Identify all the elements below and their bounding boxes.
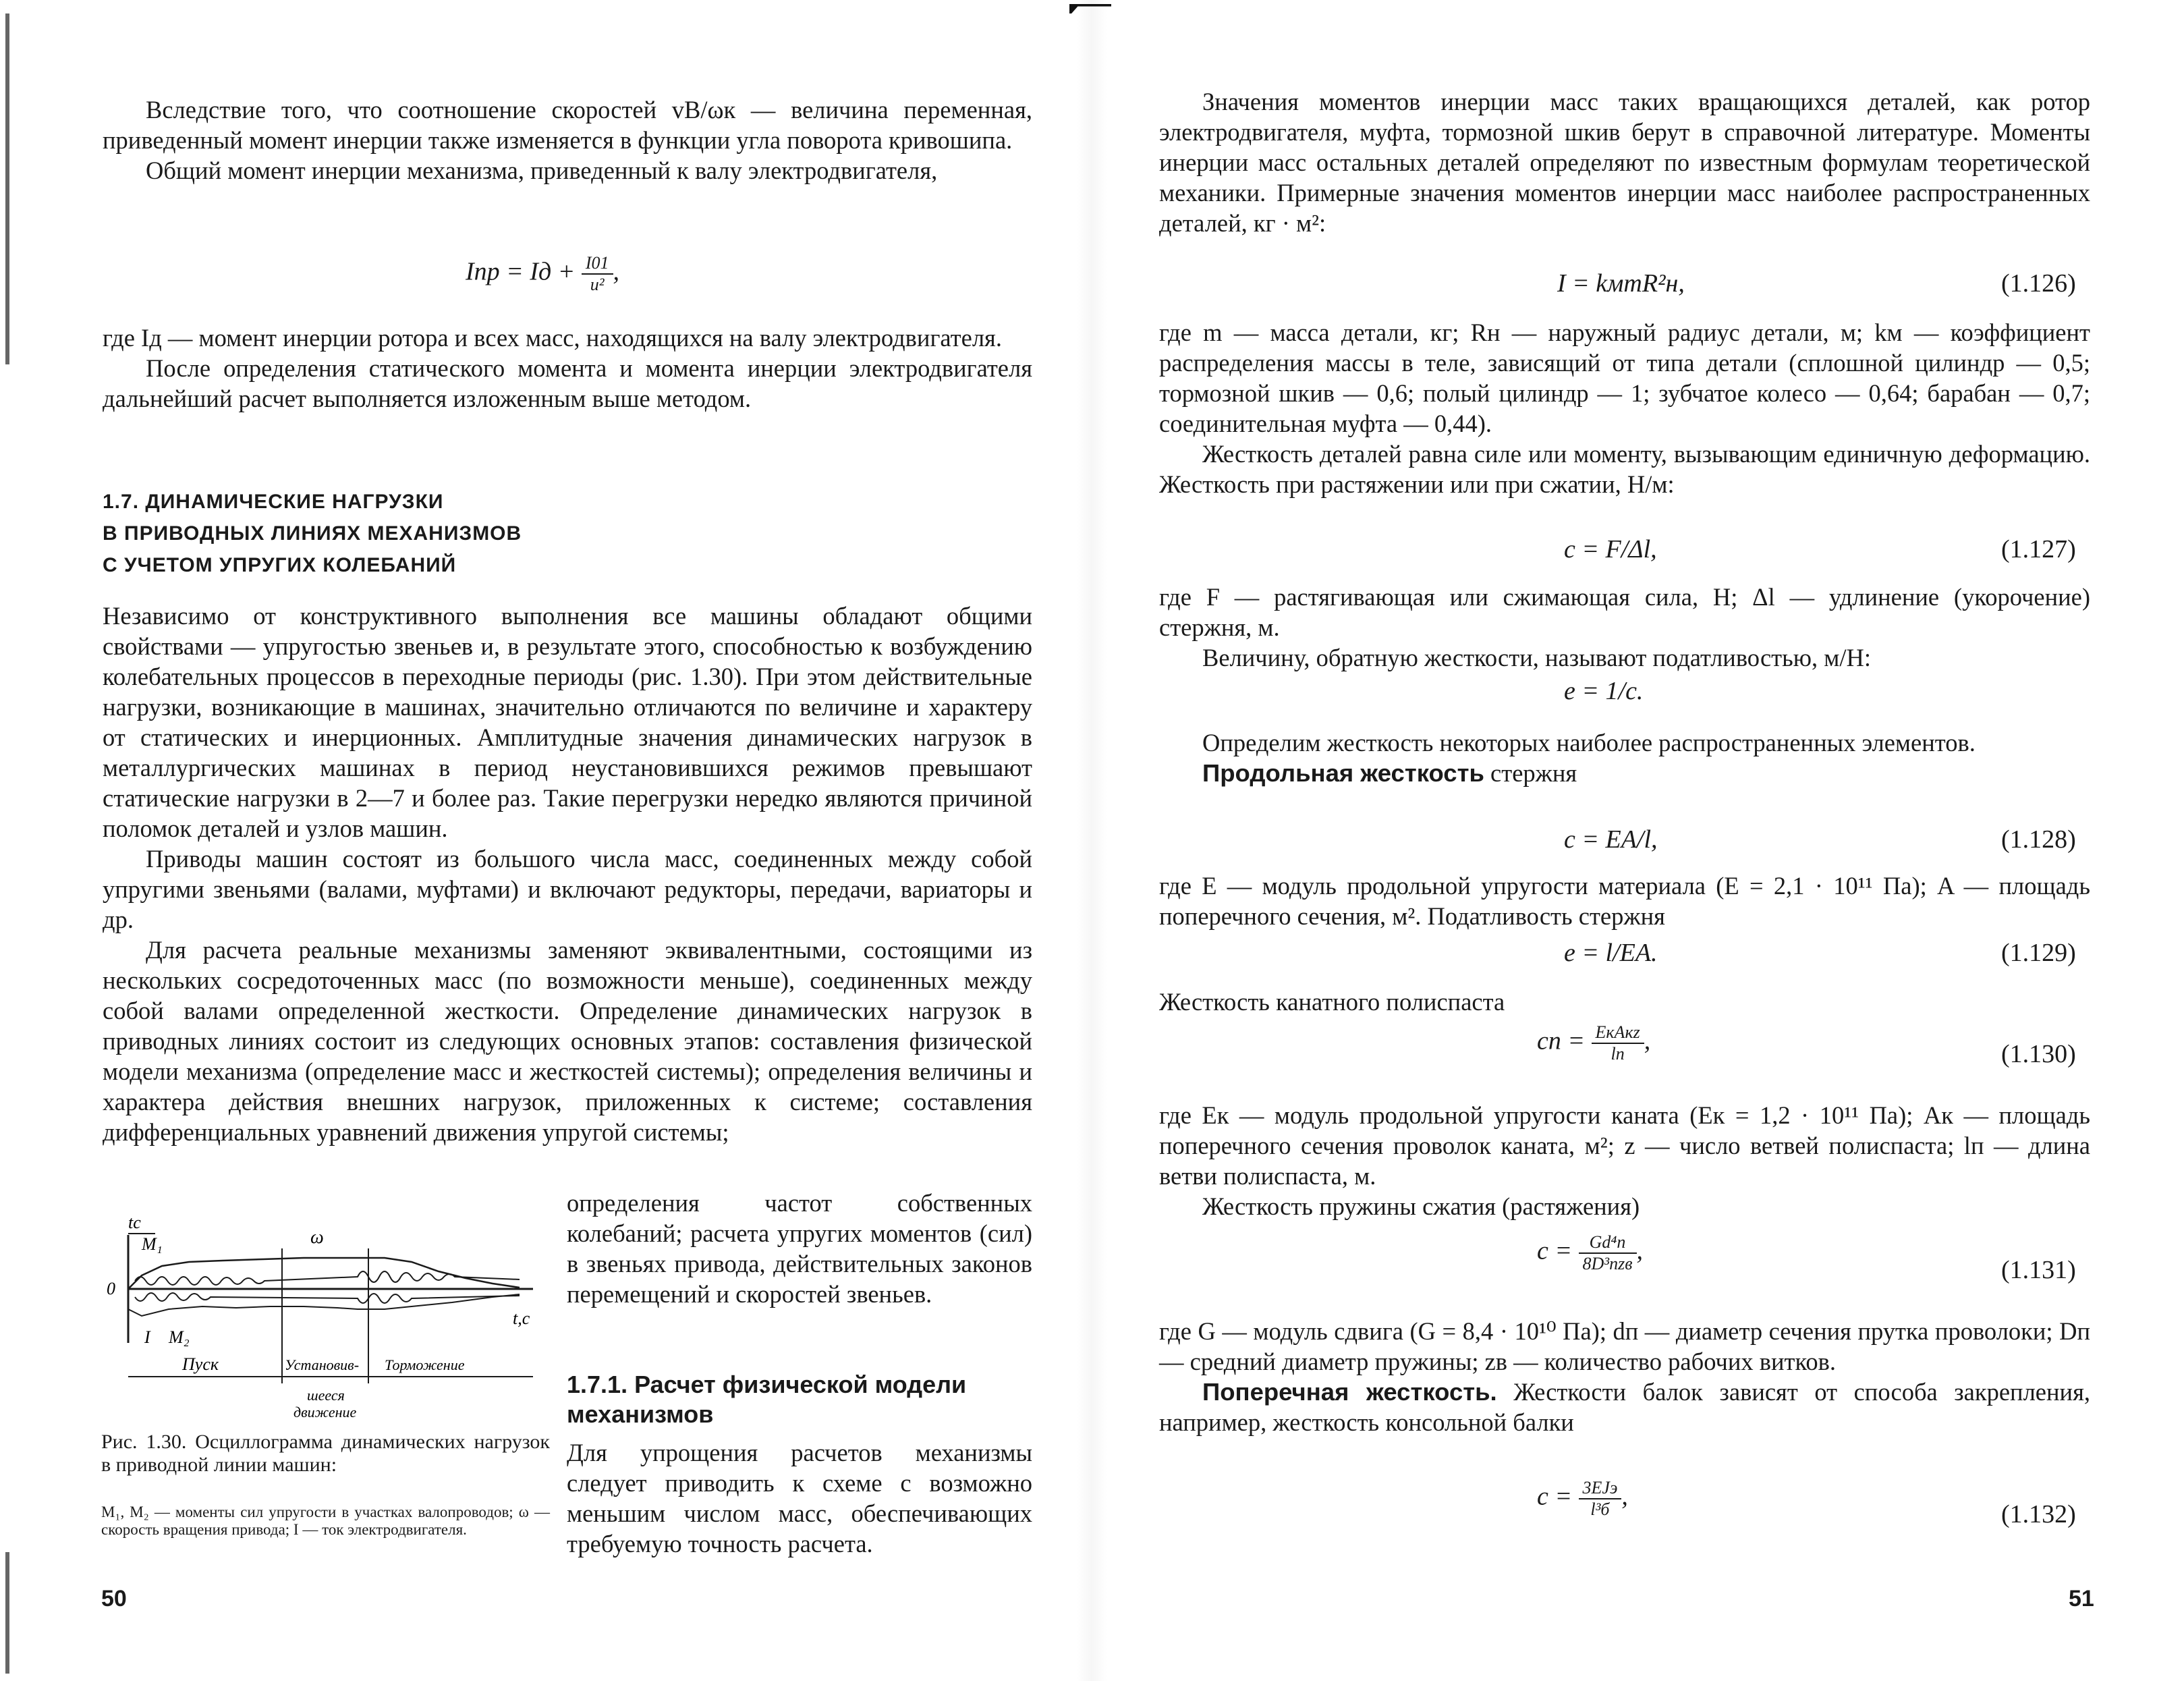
- right-block-4: [1159, 727, 2090, 788]
- paragraph: Жесткость деталей равна силе или моменту, вызывающим единичную деформацию. Жесткость при растяжении или при сжатии, Н/м:: [1159, 440, 2090, 498]
- heading-line: 1.7. ДИНАМИЧЕСКИЕ НАГРУЗКИ: [103, 491, 444, 513]
- figure-caption: Рис. 1.30. Осциллограмма динамических нагрузок в приводной линии машин:: [101, 1431, 550, 1476]
- equation-number: (1.131): [2001, 1256, 2076, 1284]
- paragraph: где m — масса детали, кг; Rн — наружный радиус детали, м; kм — коэффициент распределения массы в теле, зависящий от типа детали (сплошной цилиндр — 0,5; тормозной шкив — 0,6; полый цилиндр — 1; зубчатое колесо — 0,64; барабан — 0,7; соединительная муфта — 0,44).: [1159, 319, 2090, 437]
- intro-block-2: [103, 323, 1032, 414]
- formula-moment-of-inertia: [466, 253, 619, 295]
- paragraph: где Iд — момент инерции ротора и всех масс, находящихся на валу электродвигателя.: [103, 324, 1002, 352]
- fraction-numerator: 3EJэ: [1579, 1478, 1622, 1499]
- paragraph: Вследствие того, что соотношение скоростей vB/ωк — величина переменная, приведенный момент инерции также изменяется в функции угла поворота кривошипа.: [103, 96, 1032, 154]
- fraction: [1579, 1478, 1622, 1520]
- paragraph-text: Жесткости балок зависят от способа закрепления, например, жесткость консольной балки: [1159, 1378, 2090, 1436]
- right-block-6: [1159, 987, 2090, 1017]
- right-block-5: [1159, 871, 2090, 931]
- section-heading: [103, 486, 710, 581]
- fraction-numerator: I01: [582, 253, 613, 275]
- paragraph-text: стержня: [1484, 759, 1577, 787]
- paragraph: Жесткость пружины сжатия (растяжения): [1202, 1192, 1640, 1220]
- figure-label-omega: ω: [310, 1227, 324, 1248]
- equation-number: (1.129): [2001, 939, 2076, 967]
- figure-label-m1: M₁: [142, 1234, 163, 1254]
- equation-number: (1.132): [2001, 1500, 2076, 1528]
- bold-term: Продольная жесткость: [1202, 759, 1484, 787]
- figure-legend: M₁, M₂ — моменты сил упругости в участках валопроводов; ω — скорость вращения привода; I — ток электродвигателя.: [101, 1504, 550, 1538]
- body-block-narrow: [567, 1188, 1032, 1309]
- intro-block: [103, 94, 1032, 186]
- fraction-denominator: l³б: [1590, 1499, 1610, 1519]
- oscillogram-svg: [101, 1208, 560, 1431]
- formula-compliance: e = 1/c.: [1564, 677, 1644, 705]
- figure-label-i: I: [144, 1327, 150, 1347]
- paragraph: После определения статического момента и момента инерции электродвигателя дальнейший расчет выполняется изложенным выше методом.: [103, 354, 1032, 412]
- m1-oscillation: [135, 1271, 520, 1285]
- fraction: [582, 253, 613, 295]
- right-block-7: [1159, 1100, 2090, 1221]
- equation-number: (1.126): [2001, 269, 2076, 298]
- figure-label-steady: движение: [293, 1404, 357, 1421]
- paragraph: Для упрощения расчетов механизмы следует приводить к схеме с возможно меньшим числом масс, обеспечивающих требуемую точность расчета.: [567, 1439, 1032, 1558]
- figure-label-steady: Установив-: [285, 1356, 360, 1373]
- figure-oscillogram: [101, 1208, 560, 1431]
- page-number: 51: [2069, 1586, 2094, 1611]
- formula-lhs: c =: [1537, 1482, 1579, 1511]
- bold-term: Поперечная жесткость.: [1202, 1378, 1497, 1406]
- formula-tail: ,: [1621, 1482, 1628, 1511]
- paragraph: Жесткость канатного полиспаста: [1159, 988, 1505, 1016]
- heading-line: С УЧЕТОМ УПРУГИХ КОЛЕБАНИЙ: [103, 554, 457, 576]
- paragraph: Общий момент инерции механизма, приведенный к валу электродвигателя,: [146, 157, 938, 184]
- paragraph: где E — модуль продольной упругости материала (E = 2,1 · 10¹¹ Па); A — площадь поперечного сечения, м². Податливость стержня: [1159, 872, 2090, 930]
- paragraph: Значения моментов инерции масс таких вращающихся деталей, как ротор электродвигателя, муфта, тормозной шкив берут в справочной литературе. Моменты инерции масс остальных деталей определяют по известным формулам теоретической механики. Примерные значения моментов инерции масс наиболее распространенных деталей, кг · м²:: [1159, 88, 2090, 237]
- equation-number: (1.127): [2001, 535, 2076, 563]
- right-block-1: [1159, 86, 2090, 238]
- figure-label-steady: шееся: [307, 1387, 345, 1404]
- paragraph: Определим жесткость некоторых наиболее распространенных элементов.: [1202, 729, 1976, 756]
- right-page: [1092, 0, 2184, 1681]
- fraction: [1592, 1022, 1644, 1064]
- fraction-denominator: 8D³пzв: [1582, 1254, 1633, 1273]
- subsection-heading: 1.7.1. Расчет физической модели механизмов: [567, 1371, 967, 1428]
- paragraph: [1159, 758, 2090, 788]
- paragraph: Независимо от конструктивного выполнения все машины обладают общими свойствами — упругостью звеньев и, в результате этого, способностью к возбуждению колебательных процессов в переходные периоды (рис. 1.30). При этом действительные нагрузки, возникающие в машинах, значительно отличаются по величине и характеру от статических и инерционных. Амплитудные значения динамических нагрузок в металлургических машинах в период неустановившихся режимов превышают статические нагрузки в 2—7 и более раз. Такие перегрузки нередко являются причиной поломок деталей и узлов машин.: [103, 602, 1032, 842]
- formula-tail: ,: [1636, 1236, 1643, 1265]
- formula-1-128: c = EA/l,: [1564, 825, 1658, 854]
- formula-tail: ,: [613, 257, 619, 286]
- equation-number: (1.128): [2001, 825, 2076, 854]
- body-block-narrow-2: [567, 1437, 1032, 1559]
- right-block-3: [1159, 582, 2090, 673]
- formula-1-129: e = l/EA.: [1564, 939, 1658, 967]
- fraction-numerator: EкAкz: [1592, 1022, 1644, 1044]
- paragraph: Для расчета реальные механизмы заменяют эквивалентными, состоящими из нескольких сосредоточенных масс (по возможности меньше), соединенных между собой валами определенной жесткости. Определение динамических нагрузок в приводных линиях состоит из следующих основных этапов: составления физической модели механизма (определение масс и жесткостей системы); определения величины и характера действия внешних нагрузок, приложенных к системе; составления дифференциальных уравнений движения упругой системы;: [103, 936, 1032, 1146]
- formula-1-131: [1537, 1232, 1643, 1274]
- fraction-denominator: lп: [1611, 1044, 1625, 1064]
- figure-label-m2: M₂: [169, 1327, 190, 1347]
- figure-label-start: Пуск: [182, 1354, 219, 1374]
- fraction: [1579, 1232, 1637, 1274]
- omega-curve: [128, 1258, 520, 1289]
- heading-line: В ПРИВОДНЫХ ЛИНИЯХ МЕХАНИЗМОВ: [103, 522, 522, 545]
- paragraph: [1159, 1377, 2090, 1437]
- paragraph: где G — модуль сдвига (G = 8,4 · 10¹⁰ Па); dп — диаметр сечения прутка проволоки; Dп — средний диаметр пружины; zв — количество рабочих витков.: [1159, 1317, 2090, 1375]
- formula-1-127: c = F/Δl,: [1564, 535, 1657, 563]
- figure-label-braking: Торможение: [385, 1356, 465, 1373]
- right-block-8: [1159, 1316, 2090, 1437]
- fraction-denominator: u²: [590, 275, 605, 294]
- paragraph: Приводы машин состоят из большого числа масс, соединенных между собой упругими звеньями (валами, муфтами) и включают редукторы, передачи, вариаторы и др.: [103, 845, 1032, 933]
- figure-label-zero: 0: [107, 1279, 115, 1298]
- paragraph: Величину, обратную жесткости, называют податливостью, м/Н:: [1202, 644, 1872, 671]
- figure-label-time: t,c: [513, 1308, 530, 1328]
- formula-1-130: [1537, 1022, 1650, 1064]
- right-block-2: [1159, 317, 2090, 499]
- page-number: 50: [101, 1586, 127, 1611]
- formula-tail: ,: [1644, 1026, 1651, 1055]
- figure-label-tc: tc: [128, 1213, 141, 1232]
- fraction-numerator: Gd⁴п: [1579, 1232, 1637, 1254]
- formula-1-132: [1537, 1478, 1628, 1520]
- formula-lhs: Iпр = Iд +: [466, 257, 582, 286]
- paragraph: определения частот собственных колебаний; расчета упругих моментов (сил) в звеньях привода, действительных законов перемещений и скоростей звеньев.: [567, 1189, 1032, 1308]
- formula-lhs: cп =: [1537, 1026, 1592, 1055]
- formula-1-126: I = kмmR²н,: [1557, 269, 1685, 298]
- body-block: [103, 601, 1032, 1147]
- paragraph: где Eк — модуль продольной упругости каната (Eк = 1,2 · 10¹¹ Па); Aк — площадь поперечного сечения проволок каната, м²; z — число ветвей полиспаста; lп — длина ветви полиспаста, м.: [1159, 1101, 2090, 1190]
- equation-number: (1.130): [2001, 1040, 2076, 1068]
- formula-lhs: c =: [1537, 1236, 1579, 1265]
- paragraph: где F — растягивающая или сжимающая сила, Н; Δl — удлинение (укорочение) стержня, м.: [1159, 583, 2090, 641]
